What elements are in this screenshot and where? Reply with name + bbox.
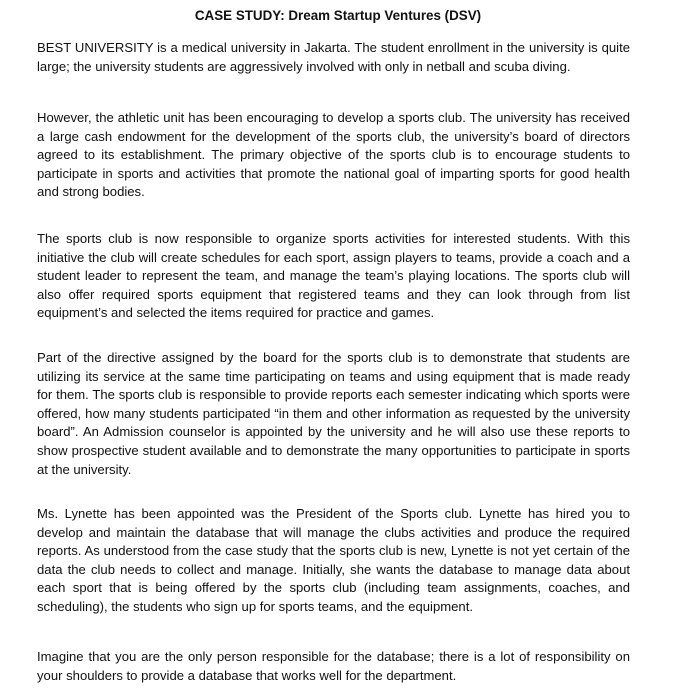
paragraph-board-directive: Part of the directive assigned by the board for the sports club is to demonstrate that students are utilizing its service at the same time participating on teams and using equipment that is made ready for them. The sports club is responsible to provide reports each semester indicating which sports were offered, how many students participated “in them and other information as requested by the university board”. An Admission counselor is appointed by the university and he will also use these reports to show prospective student available and to demonstrate the many opportunities to participate in sports at the university.: [37, 350, 630, 477]
paragraph-club-responsibilities: The sports club is now responsible to organize sports activities for interested students. With this initiative the club will create schedules for each sport, assign players to teams, provide a coach and a student leader to represent the team, and manage the team’s playing locations. The sports club will also offer required sports equipment that registered teams and they can look through from list equipment’s and selected the items required for practice and games.: [37, 231, 630, 321]
case-study-title: CASE STUDY: Dream Startup Ventures (DSV): [194, 8, 482, 23]
paragraph-lynette-requirements: Ms. Lynette has been appointed was the President of the Sports club. Lynette has hired you to develop and maintain the database that will manage the clubs activities and produce the required reports. As understood from the case study that the sports club is new, Lynette is not yet certain of the data the club needs to collect and manage. Initially, she wants the database to manage data about each sport that is being offered by the sports club (including team assignments, coaches, and scheduling), the students who sign up for sports teams, and the equipment.: [37, 506, 630, 614]
paragraph-athletic-unit: However, the athletic unit has been encouraging to develop a sports club. The university has received a large cash endowment for the development of the sports club, the university’s board of directors agreed to its establishment. The primary objective of the sports club is to encourage students to participate in sports and activities that promote the national goal of imparting sports for good health and strong bodies.: [37, 110, 630, 200]
paragraph-responsibility: Imagine that you are the only person responsible for the database; there is a lot of responsibility on your shoulders to provide a database that works well for the department.: [37, 649, 630, 683]
paragraph-university-intro: BEST UNIVERSITY is a medical university in Jakarta. The student enrollment in the university is quite large; the university students are aggressively involved with only in netball and scuba diving.: [37, 40, 630, 74]
